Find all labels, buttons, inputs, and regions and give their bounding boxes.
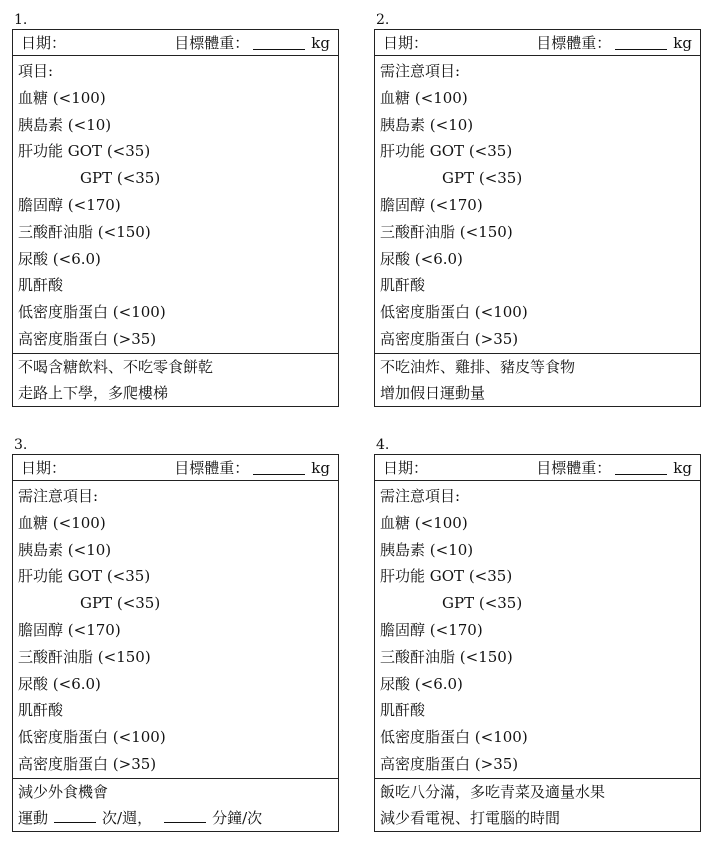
weight-unit: kg — [673, 33, 692, 52]
weight-unit: kg — [311, 458, 330, 477]
advice-item: 減少外食機會 — [18, 782, 109, 801]
times-per-week-blank[interactable] — [54, 808, 96, 823]
list-item: 肌酐酸 — [18, 701, 64, 720]
per-week-label: 次/週， — [102, 808, 153, 827]
items-list — [375, 56, 700, 354]
advice-item: 減少看電視、打電腦的時間 — [380, 808, 561, 827]
list-item: 尿酸 (<6.0) — [18, 674, 101, 693]
panel-3 — [12, 436, 339, 832]
list-item: 肝功能 GOT (<35) — [380, 567, 513, 586]
weight-unit: kg — [673, 458, 692, 477]
list-item: 膽固醇 (<170) — [380, 620, 483, 639]
panel-header — [375, 30, 700, 56]
items-title: 項目: — [18, 62, 54, 80]
list-item: 胰島素 (<10) — [380, 115, 474, 134]
items-list — [13, 481, 338, 779]
panel-box — [12, 29, 339, 407]
items-title: 需注意項目: — [380, 62, 461, 80]
list-item: GPT (<35) — [80, 169, 161, 188]
panel-header — [13, 30, 338, 56]
target-weight-blank[interactable] — [253, 460, 305, 475]
target-weight-label: 目標體重： — [174, 459, 250, 477]
list-item: GPT (<35) — [442, 169, 523, 188]
panel-number: 3. — [14, 437, 28, 453]
list-item: 胰島素 (<10) — [18, 540, 112, 559]
list-item: 胰島素 (<10) — [18, 115, 112, 134]
panel-1 — [12, 11, 339, 407]
minutes-per-time-blank[interactable] — [164, 808, 206, 823]
list-item: 肝功能 GOT (<35) — [18, 567, 151, 586]
date-label: 日期： — [383, 34, 429, 52]
list-item: 高密度脂蛋白 (>35) — [18, 329, 157, 348]
advice-section — [13, 354, 338, 406]
list-item: 肝功能 GOT (<35) — [18, 142, 151, 161]
list-item: 高密度脂蛋白 (>35) — [380, 754, 519, 773]
panel-header — [13, 455, 338, 481]
target-weight-blank[interactable] — [615, 35, 667, 50]
list-item: 膽固醇 (<170) — [380, 195, 483, 214]
target-weight-blank[interactable] — [615, 460, 667, 475]
advice-item: 走路上下學，多爬樓梯 — [18, 383, 169, 402]
list-item: 肌酐酸 — [380, 276, 426, 295]
list-item: 肌酐酸 — [18, 276, 64, 295]
list-item: 高密度脂蛋白 (>35) — [18, 754, 157, 773]
advice-section — [13, 779, 338, 831]
list-item: 三酸酐油脂 (<150) — [380, 647, 513, 666]
panel-number: 4. — [376, 437, 390, 453]
panel-2 — [374, 11, 701, 407]
list-item: 血糖 (<100) — [18, 513, 106, 532]
panel-box — [374, 454, 701, 832]
advice-item: 增加假日運動量 — [380, 383, 486, 402]
list-item: 膽固醇 (<170) — [18, 195, 121, 214]
list-item: 三酸酐油脂 (<150) — [380, 222, 513, 241]
panel-box — [12, 454, 339, 832]
list-item: 肌酐酸 — [380, 701, 426, 720]
advice-section — [375, 354, 700, 406]
date-label: 日期： — [21, 459, 67, 477]
target-weight-label: 目標體重： — [536, 34, 612, 52]
list-item: 膽固醇 (<170) — [18, 620, 121, 639]
exercise-prefix: 運動 — [18, 808, 49, 827]
panel-header — [375, 455, 700, 481]
per-time-label: 分鐘/次 — [212, 808, 263, 827]
items-list — [375, 481, 700, 779]
list-item: 三酸酐油脂 (<150) — [18, 647, 151, 666]
panel-4 — [374, 436, 701, 832]
panel-number: 2. — [376, 12, 390, 28]
list-item: 尿酸 (<6.0) — [18, 249, 101, 268]
list-item: 血糖 (<100) — [18, 88, 106, 107]
advice-item: 不吃油炸、雞排、豬皮等食物 — [380, 357, 576, 376]
list-item: GPT (<35) — [442, 594, 523, 613]
items-title: 需注意項目: — [18, 487, 99, 505]
list-item: 尿酸 (<6.0) — [380, 674, 463, 693]
list-item: 高密度脂蛋白 (>35) — [380, 329, 519, 348]
list-item: 低密度脂蛋白 (<100) — [18, 303, 166, 322]
list-item: 尿酸 (<6.0) — [380, 249, 463, 268]
weight-unit: kg — [311, 33, 330, 52]
list-item: 三酸酐油脂 (<150) — [18, 222, 151, 241]
date-label: 日期： — [383, 459, 429, 477]
list-item: 血糖 (<100) — [380, 88, 468, 107]
panel-box — [374, 29, 701, 407]
date-label: 日期： — [21, 34, 67, 52]
target-weight-label: 目標體重： — [174, 34, 250, 52]
target-weight-blank[interactable] — [253, 35, 305, 50]
list-item: 胰島素 (<10) — [380, 540, 474, 559]
advice-item: 不喝含糖飲料、不吃零食餅乾 — [18, 357, 214, 376]
exercise-line — [13, 805, 338, 831]
advice-section — [375, 779, 700, 831]
list-item: 低密度脂蛋白 (<100) — [380, 303, 528, 322]
list-item: 低密度脂蛋白 (<100) — [18, 728, 166, 747]
advice-item: 飯吃八分滿，多吃青菜及適量水果 — [380, 782, 606, 801]
panel-number: 1. — [14, 12, 28, 28]
items-title: 需注意項目: — [380, 487, 461, 505]
target-weight-label: 目標體重： — [536, 459, 612, 477]
list-item: 血糖 (<100) — [380, 513, 468, 532]
list-item: 低密度脂蛋白 (<100) — [380, 728, 528, 747]
list-item: 肝功能 GOT (<35) — [380, 142, 513, 161]
list-item: GPT (<35) — [80, 594, 161, 613]
items-list — [13, 56, 338, 354]
